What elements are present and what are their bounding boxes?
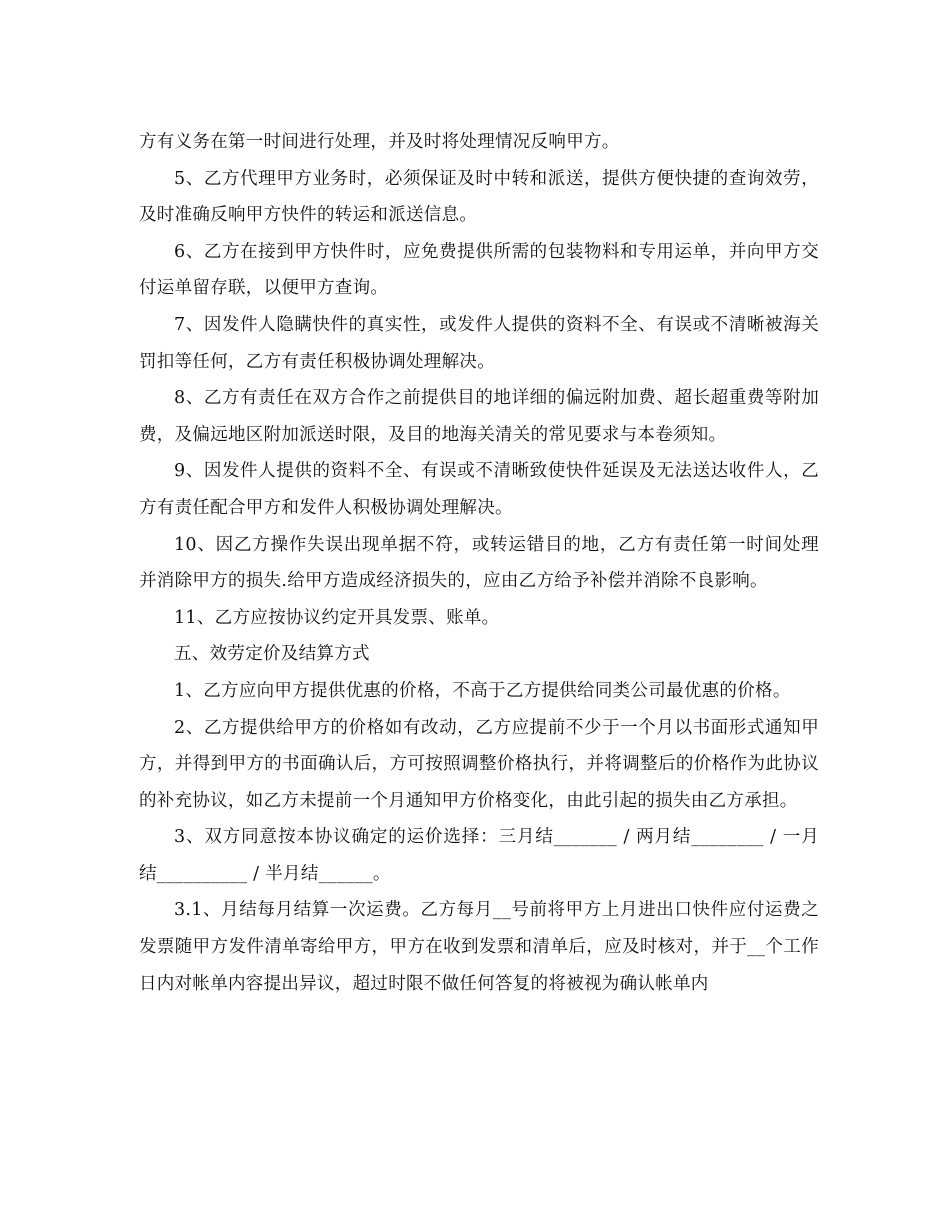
section-heading-pricing: 五、效劳定价及结算方式: [174, 644, 370, 665]
paragraph-item-7: 7、因发件人隐瞒快件的真实性，或发件人提供的资料不全、有误或不清晰被海关罚扣等任何，乙方有责任积极协调处理解决。: [139, 314, 819, 372]
paragraph-item-9: 9、因发件人提供的资料不全、有误或不清晰致使快件延误及无法送达收件人，乙方有责任配合甲方和发件人积极协调处理解决。: [139, 461, 819, 518]
paragraph-pricing-3-1: 3.1、月结每月结算一次运费。乙方每月__号前将甲方上月进出口快件应付运费之发票随甲方发件清单寄给甲方，甲方在收到发票和清单后，应及时核对，并于__个工作日内对帐单内容提出异议，超过时限不做任何答复的将被视为确认帐单内: [139, 900, 819, 994]
paragraph-item-6: 6、乙方在接到甲方快件时，应免费提供所需的包装物料和专用运单，并向甲方交付运单留存联，以便甲方查询。: [139, 241, 819, 299]
paragraph-pricing-3: 3、双方同意按本协议确定的运价选择：三月结_______ / 两月结________ / 一月结__________ / 半月结______。: [139, 827, 819, 884]
paragraph-item-8: 8、乙方有责任在双方合作之前提供目的地详细的偏远附加费、超长超重费等附加费，及偏远地区附加派送时限，及目的地海关清关的常见要求与本卷须知。: [139, 388, 819, 445]
document-body: [139, 124, 819, 1002]
paragraph-pricing-1: 1、乙方应向甲方提供优惠的价格，不高于乙方提供给同类公司最优惠的价格。: [174, 680, 791, 701]
paragraph-pricing-2: 2、乙方提供给甲方的价格如有改动，乙方应提前不少于一个月以书面形式通知甲方，并得到甲方的书面确认后，方可按照调整价格执行，并将调整后的价格作为此协议的补充协议，如乙方未提前一个月通知甲方价格变化，由此引起的损失由乙方承担。: [139, 717, 819, 811]
paragraph-item-5: 5、乙方代理甲方业务时，必须保证及时中转和派送，提供方便快捷的查询效劳，及时准确反响甲方快件的转运和派送信息。: [139, 168, 819, 226]
paragraph-item-10: 10、因乙方操作失误出现单据不符，或转运错目的地，乙方有责任第一时间处理并消除甲方的损失.给甲方造成经济损失的，应由乙方给予补偿并消除不良影响。: [139, 534, 819, 592]
paragraph-item-11: 11、乙方应按协议约定开具发票、账单。: [174, 607, 500, 628]
paragraph-continuation: 方有义务在第一时间进行处理，并及时将处理情况反响甲方。: [139, 132, 620, 152]
